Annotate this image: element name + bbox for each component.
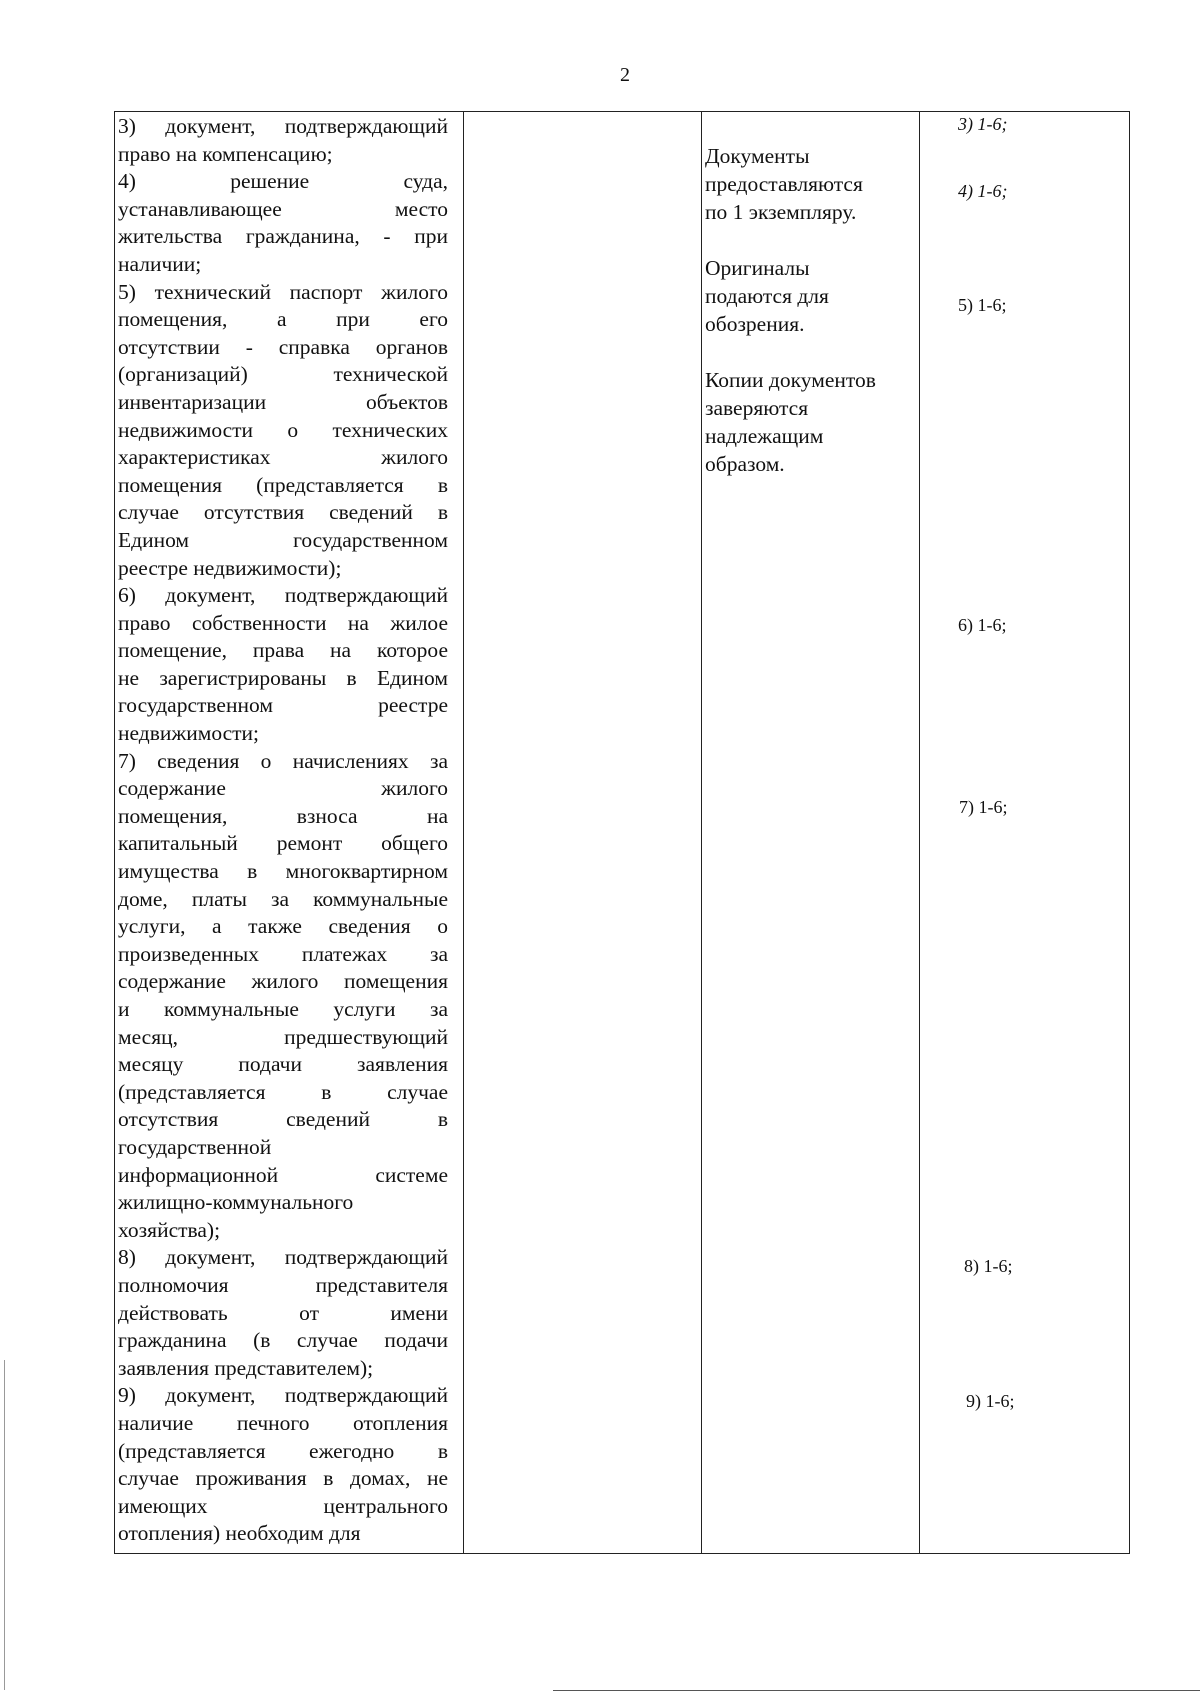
page-number: 2 [620,64,630,86]
document-line: случае проживания в домах, не [118,1466,448,1491]
document-line: месяц, предшествующий [118,1024,448,1049]
document-line: недвижимости о технических [118,417,448,442]
document-line: месяцу подачи заявления [118,1052,448,1077]
document-line: Едином государственном [118,527,448,552]
document-line: информационной системе [118,1162,448,1187]
document-line: 8) документ, подтверждающий [118,1245,448,1270]
reference-item-8: 8) 1-6; [964,1256,1013,1276]
document-line: характеристиках жилого [118,445,448,470]
document-line: капитальный ремонт общего [118,831,448,856]
note-line: предоставляются [705,172,863,196]
document-line: и коммунальные услуги за [118,997,448,1021]
document-line: (организаций) технической [118,362,448,387]
document-line: наличии; [118,251,202,276]
document-line: отсутствии - справка органов [118,334,448,359]
note-line: подаются для [705,284,829,308]
document-line: не зарегистрированы в Едином [118,665,448,690]
document-line: полномочия представителя [118,1272,448,1297]
document-line: доме, платы за коммунальные [118,886,448,911]
document-line: услуги, а также сведения о [118,914,448,939]
document-line: право на компенсацию; [118,141,333,166]
document-line: имущества в многоквартирном [118,859,448,884]
note-line: Копии документов [705,368,876,392]
column-divider [701,112,702,1553]
document-line: 3) документ, подтверждающий [118,114,448,138]
document-line: государственной [118,1134,272,1159]
document-line: инвентаризации объектов [118,389,448,414]
document-line: помещения, а при его [118,307,448,332]
document-line: устанавливающее место [118,196,448,221]
document-line: содержание жилого [118,776,448,801]
documents-list-column [118,113,448,1548]
document-line: помещения (представляется в [118,472,448,497]
document-line: недвижимости; [118,721,260,746]
document-line: право собственности на жилое [118,610,448,635]
document-line: случае отсутствия сведений в [118,500,448,525]
note-paragraph [705,366,915,478]
document-line: имеющих центрального [118,1493,448,1518]
reference-item-6: 6) 1-6; [958,615,1007,635]
documents-table [114,111,1130,1554]
document-line: гражданина (в случае подачи [118,1328,448,1353]
reference-item-3: 3) 1-6; [958,114,1008,134]
document-line: жилищно-коммунального [118,1190,354,1215]
scan-margin-line [4,1360,5,1690]
document-line: отсутствия сведений в [118,1107,448,1132]
note-line: образом. [705,452,785,476]
reference-item-9: 9) 1-6; [966,1391,1015,1411]
document-line: отопления) необходим для [118,1521,361,1546]
column-divider [463,112,464,1553]
reference-item-7: 7) 1-6; [959,797,1008,817]
note-line: обозрения. [705,312,805,336]
note-paragraph [705,254,915,338]
document-line: реестре недвижимости); [118,555,342,580]
document-line: 7) сведения о начислениях за [118,748,448,773]
document-line: жительства гражданина, - при [118,224,448,249]
document-line: (представляется ежегодно в [118,1438,448,1463]
note-line: заверяются [705,396,809,420]
submission-notes-column [705,142,915,506]
column-divider [919,112,920,1553]
bottom-rule [553,1690,1200,1691]
document-line: содержание жилого помещения [118,969,448,994]
document-line: 6) документ, подтверждающий [118,583,448,608]
document-line: заявления представителем); [118,1355,374,1380]
document-line: хозяйства); [118,1217,221,1242]
document-line: государственном реестре [118,693,448,718]
document-line: помещение, права на которое [118,638,448,663]
reference-item-5: 5) 1-6; [958,295,1007,315]
note-line: надлежащим [705,424,824,448]
document-line: (представляется в случае [118,1079,448,1104]
note-line: Оригиналы [705,256,810,280]
document-line: произведенных платежах за [118,941,448,966]
document-line: 4) решение суда, [118,169,448,194]
document-line: действовать от имени [118,1300,448,1325]
reference-item-4: 4) 1-6; [958,181,1008,201]
note-paragraph [705,142,915,226]
document-line: помещения, взноса на [118,803,448,828]
document-line: 9) документ, подтверждающий [118,1383,448,1408]
note-line: по 1 экземпляру. [705,200,857,224]
document-line: наличие печного отопления [118,1410,448,1435]
note-line: Документы [705,144,810,168]
document-line: 5) технический паспорт жилого [118,279,448,304]
